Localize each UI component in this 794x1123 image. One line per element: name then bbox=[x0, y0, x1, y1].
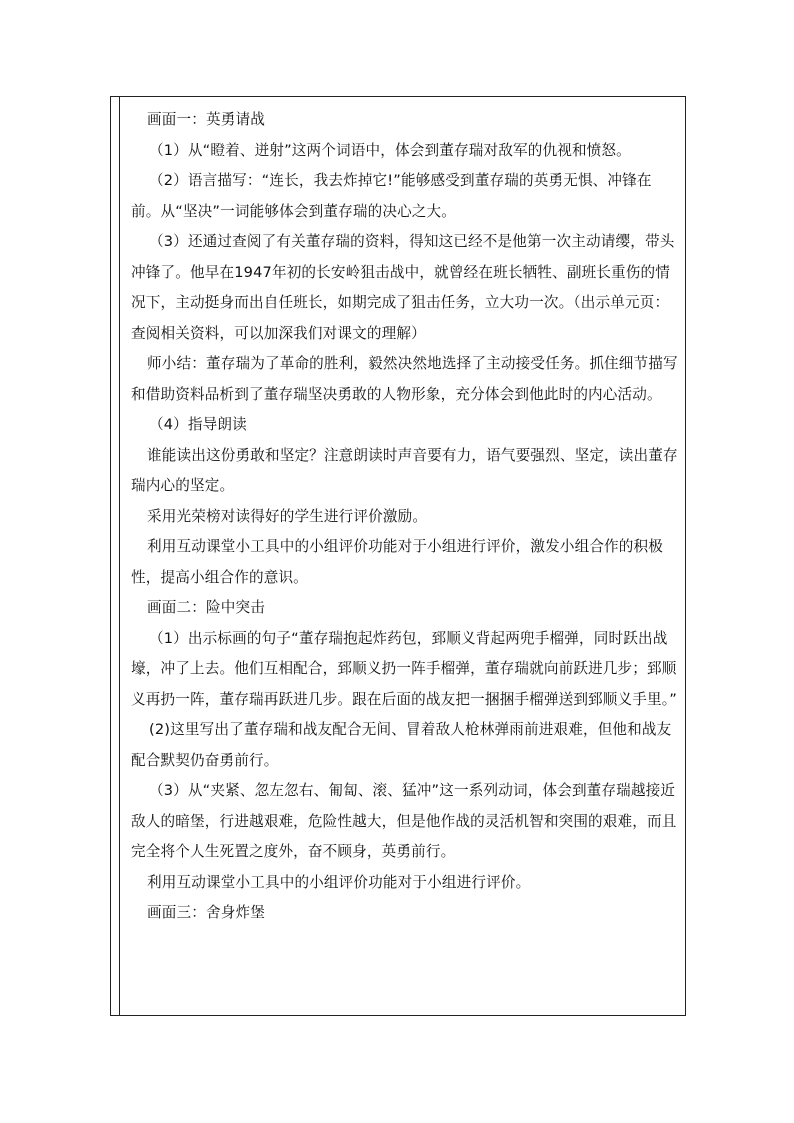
teacher-summary: 师小结：董存瑞为了革命的胜利，毅然决然地选择了主动接受任务。抓住细节描写和借助资料品析到了董存瑞坚决勇敢的人物形象，充分体会到他此时的内心活动。 bbox=[131, 355, 678, 403]
lesson-table bbox=[110, 96, 686, 1016]
paragraph-5: （1）出示标画的句子“董存瑞抱起炸药包，郅顺义背起两兜手榴弹，同时跃出战壕，冲了上去。他们互相配合，郅顺义扔一阵手榴弹，董存瑞就向前跃进几步；郅顺义再扔一阵，董存瑞再跃进几步。跟在后面的战友把一捆捆手榴弹送到郅顺义手里。” bbox=[131, 629, 677, 708]
reading-guidance-heading: （4）指导朗读 bbox=[149, 416, 247, 433]
section-title-two: 画面二：险中突击 bbox=[147, 599, 265, 616]
reading-guidance-text: 谁能读出这份勇敢和坚定？注意朗读时声音要有力，语气要强烈、坚定，读出董存瑞内心的坚定。 bbox=[131, 446, 678, 494]
section-title-one: 画面一：英勇请战 bbox=[147, 111, 265, 128]
group-evaluation-text-2: 利用互动课堂小工具中的小组评价功能对于小组进行评价。 bbox=[147, 873, 531, 891]
paragraph-2: （2）语言描写：“连长，我去炸掉它!”能够感受到董存瑞的英勇无惧、冲锋在前。从“坚决”一词能够体会到董存瑞的决心之大。 bbox=[131, 172, 652, 220]
paragraph-7: （3）从“夹紧、忽左忽右、匍匐、滚、猛冲”这一系列动词，体会到董存瑞越接近敌人的暗堡，行进越艰难，危险性越大，但是他作战的灵活机智和突围的艰难，而且完全将个人生死置之度外，奋不顾身，英勇前行。 bbox=[131, 782, 677, 860]
table-left-column bbox=[111, 97, 120, 1015]
lesson-content bbox=[131, 105, 679, 929]
paragraph-6: (2)这里写出了董存瑞和战友配合无间、冒着敌人枪林弹雨前进艰难，但他和战友配合默契仍奋勇前行。 bbox=[131, 721, 672, 769]
paragraph-3: （3）还通过查阅了有关董存瑞的资料，得知这已经不是他第一次主动请缨，带头冲锋了。他早在1947年初的长安岭狙击战中，就曾经在班长牺牲、副班长重伤的情况下，主动挺身而出自任班长，如期完成了狙击任务，立大功一次。（出示单元页：查阅相关资料，可以加深我们对课文的理解） bbox=[131, 233, 675, 342]
section-title-three: 画面三：舍身炸堡 bbox=[147, 904, 265, 921]
honor-board-text: 采用光荣榜对读得好的学生进行评价激励。 bbox=[147, 507, 428, 525]
paragraph-1: （1）从“瞪着、迸射”这两个词语中，体会到董存瑞对敌军的仇视和愤怒。 bbox=[149, 141, 631, 159]
group-evaluation-text-1: 利用互动课堂小工具中的小组评价功能对于小组进行评价，激发小组合作的积极性，提高小组合作的意识。 bbox=[131, 538, 664, 586]
